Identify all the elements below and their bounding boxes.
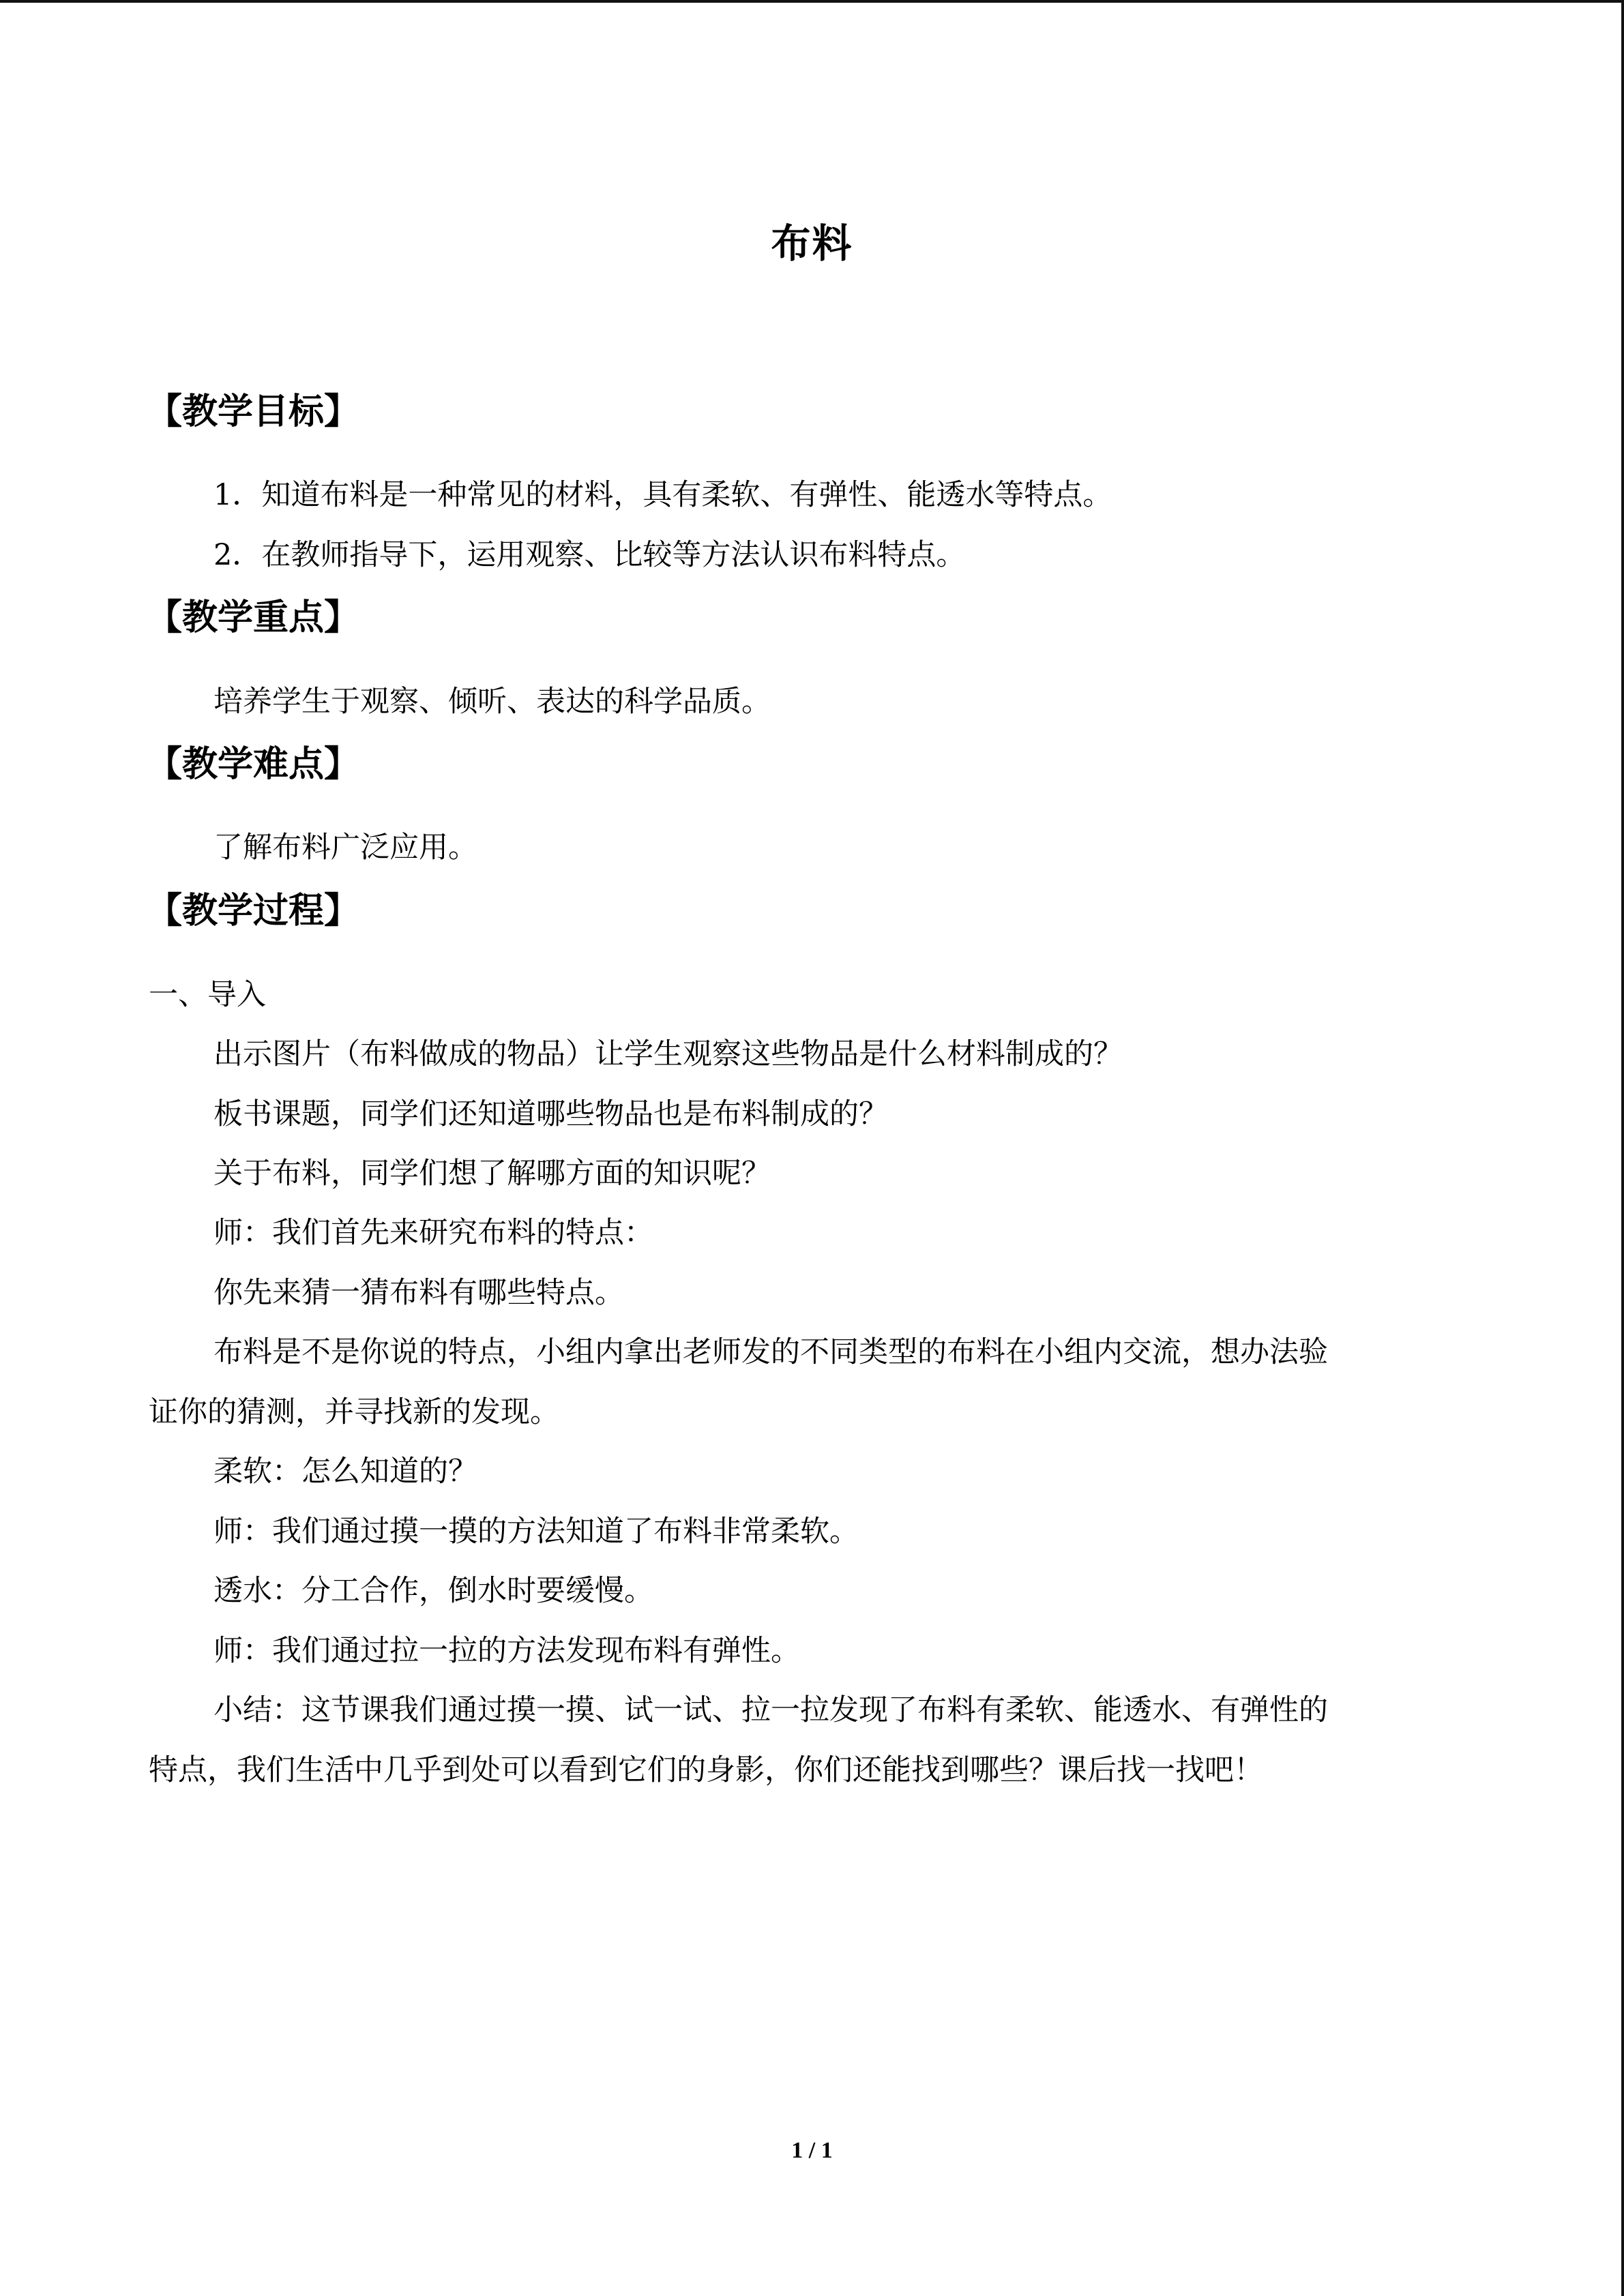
- process-line: 师：我们通过摸一摸的方法知道了布料非常柔软。: [213, 1515, 859, 1549]
- process-line: 小结：这节课我们通过摸一摸、试一试、拉一拉发现了布料有柔软、能透水、有弹性的: [213, 1693, 1328, 1727]
- heading-difficulties: 【教学难点】: [147, 744, 360, 785]
- process-line: 柔软：怎么知道的？: [213, 1455, 477, 1489]
- heading-key-points: 【教学重点】: [147, 597, 360, 638]
- process-line: 师：我们通过拉一拉的方法发现布料有弹性。: [213, 1634, 800, 1668]
- document-title: 布料: [771, 220, 853, 267]
- process-line: 布料是不是你说的特点，小组内拿出老师发的不同类型的布料在小组内交流，想办法验: [213, 1335, 1328, 1369]
- process-line: 透水：分工合作，倒水时要缓慢。: [213, 1574, 653, 1608]
- process-subheading-intro: 一、导入: [149, 978, 266, 1012]
- objective-item-2: 2．在教师指导下，运用观察、比较等方法认识布料特点。: [213, 538, 966, 572]
- page-number: 1 / 1: [791, 2138, 833, 2163]
- process-line: 你先来猜一猜布料有哪些特点。: [213, 1276, 624, 1310]
- heading-process: 【教学过程】: [147, 891, 360, 931]
- process-line: 师：我们首先来研究布料的特点：: [213, 1216, 653, 1250]
- difficulties-text: 了解布料广泛应用。: [213, 831, 477, 865]
- process-line: 出示图片（布料做成的物品）让学生观察这些物品是什么材料制成的？: [213, 1037, 1123, 1071]
- process-line: 证你的猜测，并寻找新的发现。: [149, 1395, 559, 1429]
- key-points-text: 培养学生于观察、倾听、表达的科学品质。: [213, 685, 771, 719]
- objective-item-1: 1．知道布料是一种常见的材料，具有柔软、有弹性、能透水等特点。: [213, 478, 1112, 512]
- process-line: 板书课题，同学们还知道哪些物品也是布料制成的？: [213, 1097, 888, 1131]
- heading-objectives: 【教学目标】: [147, 391, 360, 432]
- process-line: 关于布料，同学们想了解哪方面的知识呢？: [213, 1157, 771, 1191]
- process-line: 特点，我们生活中几乎到处可以看到它们的身影，你们还能找到哪些？课后找一找吧！: [149, 1753, 1263, 1787]
